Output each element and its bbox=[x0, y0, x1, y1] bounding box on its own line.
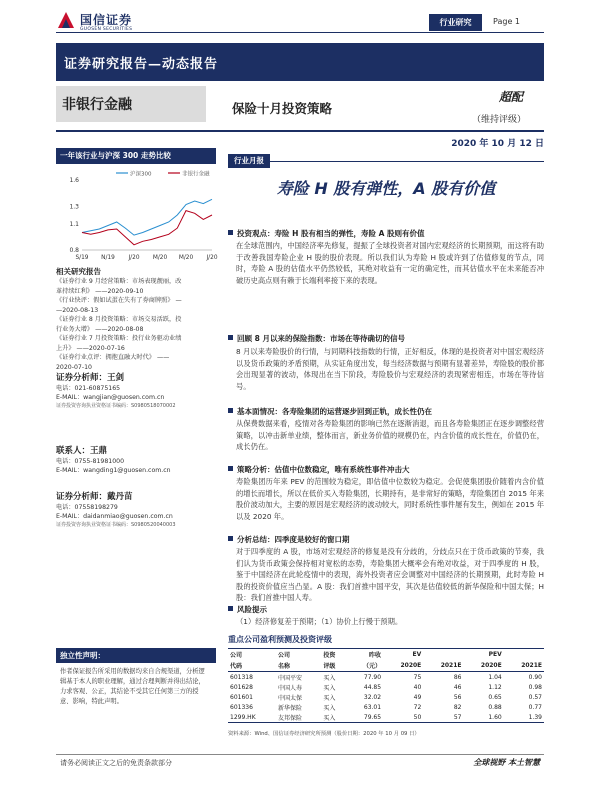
table-header bbox=[423, 649, 463, 661]
related-report-line: 《证券行业 9 月经营策略：市场表现靓丽，改 bbox=[56, 278, 182, 285]
page-number: Page 1 bbox=[493, 17, 520, 26]
report-date: 2020 年 10 月 12 日 bbox=[451, 139, 544, 149]
industry-tag-bar bbox=[228, 148, 544, 165]
logo-name: 国信证券 bbox=[80, 13, 133, 27]
analyst-phone: 电话：07558198279 bbox=[56, 504, 118, 511]
x-tick-label: N/19 bbox=[101, 255, 115, 261]
table-header: 名称 bbox=[276, 660, 321, 672]
table-cell: 601318 bbox=[230, 673, 253, 681]
table-cell: 46 bbox=[453, 683, 462, 691]
industry-tag: 行业月报 bbox=[228, 154, 270, 168]
analyst-phone: 电话：021-60875165 bbox=[56, 385, 121, 392]
x-tick-label: M/20 bbox=[152, 255, 168, 261]
table-cell: 1.12 bbox=[488, 683, 502, 691]
table-header: 昨收 bbox=[347, 649, 383, 661]
related-report-line: 《行业快评：假如试蛋在失有了券商牌照》 — bbox=[56, 297, 182, 304]
table-cell: 买入 bbox=[323, 704, 336, 712]
table-cell: 1.39 bbox=[504, 712, 544, 723]
table-header: 投资 bbox=[321, 649, 347, 661]
table-cell: 82 bbox=[453, 703, 462, 711]
table-header: 2021E bbox=[504, 660, 544, 672]
headline: 寿险 H 股有弹性，A 股有价值 bbox=[276, 179, 496, 198]
section-heading: 投资观点：寿险 H 股有相当的弹性，寿险 A 股则有价值 bbox=[228, 228, 544, 239]
related-report-line: 上升》 ——2020-07-16 bbox=[56, 344, 125, 352]
series-line bbox=[82, 199, 212, 235]
section-body: 对于四季度的 A 股，市场对宏观经济的修复是没有分歧的，分歧点只在于货币政策的节奏，我们认为货币政策会保持相对宽松的态势，寿险集团大概率会有绝对收益，对于四季度的 H 股，鉴于中国经济在此轮疫情中的表现，海外投资者应会调整对中国经济的长期预期，此时寿险 H 股的投资价值应当凸显。A 股：我们首推中国平安，其次是估值较低的新华保险和中国太保；H 股：我们首推中国人寿。 bbox=[236, 547, 544, 602]
valuation-table bbox=[228, 648, 544, 723]
table-cell: 79.65 bbox=[347, 712, 383, 723]
related-report-line: 革持续红利》 ——2020-09-10 bbox=[56, 287, 144, 295]
section-body: （1）经济修复差于预期；（1）协价上行慢于预期。 bbox=[236, 617, 403, 626]
disclaimer-title: 独立性声明： bbox=[56, 648, 216, 663]
contact-block bbox=[56, 445, 216, 475]
y-tick-label: 1.6 bbox=[69, 177, 79, 184]
related-report-line: 《证券行业点评：拥抱直融大时代》 —— bbox=[56, 354, 170, 361]
table-cell: 中国人寿 bbox=[278, 684, 303, 692]
company-logo bbox=[56, 8, 166, 40]
sidebar bbox=[56, 148, 216, 266]
section-body: 寿险集团历年来 PEV 的范围较为稳定，即估值中位数较为稳定。会促使集团股价随着内含价值的增长而增长，所以在低价买入寿险集团，长期持有，是非常好的策略，寿险集团自 2015 年来股价波动加大，主要的原因是宏观经济的波动较大，同时系统性事件屡有发生，例如在 2015 年以及 2020 年。 bbox=[236, 477, 544, 521]
table-cell: 75 bbox=[413, 673, 422, 681]
banner-rule bbox=[56, 130, 544, 132]
table-row bbox=[228, 692, 544, 702]
section-heading: 策略分析：估值中位数稳定，唯有系统性事件冲击大 bbox=[228, 464, 544, 475]
table-cell: 买入 bbox=[323, 694, 336, 702]
table-cell: 86 bbox=[453, 673, 462, 681]
table-cell: 1.04 bbox=[488, 673, 502, 681]
table-cell: 友邦保险 bbox=[276, 712, 321, 723]
table-cell: 买入 bbox=[321, 712, 347, 723]
header-tag: 行业研究 bbox=[429, 14, 482, 31]
table-cell: 601601 bbox=[230, 693, 253, 701]
table-source: 资料来源：Wind、国信证券经济研究所预测（股价日期：2020 年 10 月 09 日） bbox=[228, 731, 420, 737]
x-tick-label: J/20 bbox=[206, 255, 218, 261]
table-row bbox=[228, 702, 544, 712]
section-heading: 分析总结：四季度是较好的窗口期 bbox=[228, 534, 544, 545]
y-tick-label: 1.3 bbox=[69, 203, 79, 211]
table-cell: 0.90 bbox=[528, 673, 542, 681]
analyst-email[interactable]: E-MAIL：wangjian@guosen.com.cn bbox=[56, 394, 165, 401]
y-tick-label: 0.8 bbox=[69, 247, 79, 254]
x-tick-label: J/20 bbox=[128, 255, 140, 261]
table-cell: 新华保险 bbox=[278, 704, 303, 712]
contact-email[interactable]: E-MAIL：wangding1@guosen.com.cn bbox=[56, 467, 171, 474]
legend-label: 非银行金融 bbox=[182, 171, 210, 178]
table-cell: 0.65 bbox=[488, 693, 502, 701]
table-header: 评级 bbox=[321, 660, 347, 672]
report-type-band bbox=[56, 43, 544, 81]
table-cell: 44.85 bbox=[363, 683, 382, 691]
table-header: EV bbox=[383, 649, 423, 661]
section-body: 从保费数据来看，疫情对各寿险集团的影响已然在逐渐消退，而且各寿险集团正在逐步调整经营策略，以冲击新单业绩，整体而言，新业务价值的规模仍在，内含价值的成长性在，价值仍在，成长仍在。 bbox=[236, 419, 544, 451]
table-header bbox=[504, 649, 544, 661]
x-tick-label: M/20 bbox=[178, 255, 194, 261]
trend-chart bbox=[56, 166, 216, 266]
table-header: 公司 bbox=[228, 649, 276, 661]
rating: 超配 bbox=[499, 90, 524, 104]
table-header: 公司 bbox=[276, 649, 321, 661]
table-cell: 56 bbox=[453, 693, 462, 701]
table-cell: 40 bbox=[413, 683, 422, 691]
table-cell: 中国太保 bbox=[278, 694, 303, 702]
table-cell: 0.77 bbox=[528, 703, 542, 711]
related-report-line: 2020-07-10 bbox=[56, 363, 92, 371]
table-cell: 32.02 bbox=[363, 693, 382, 701]
table-cell: 买入 bbox=[323, 684, 336, 692]
table-row bbox=[228, 712, 544, 723]
analyst-name: 证券分析师：戴丹苗 bbox=[56, 492, 133, 502]
table-cell: 1299.HK bbox=[228, 712, 276, 723]
related-reports-title: 相关研究报告 bbox=[56, 267, 101, 276]
table-header: 代码 bbox=[228, 660, 276, 672]
footer-disclaimer: 请务必阅读正文之后的免责条款部分 bbox=[60, 759, 172, 767]
footer-slogan: 全球视野 本土智慧 bbox=[473, 758, 540, 767]
analyst-license: 证券投资咨询执业资格证书编码：S0980520040003 bbox=[56, 522, 176, 528]
section-heading: 回顾 8 月以来的保险指数：市场在等待确切的信号 bbox=[228, 333, 544, 344]
table-cell: 77.90 bbox=[363, 673, 382, 681]
table-cell: 0.98 bbox=[528, 683, 542, 691]
related-report-line: 行业务大增》 ——2020-08-08 bbox=[56, 325, 144, 333]
section-body: 8 月以来寿险股价的行情，与同期科技指数的行情，正好相反，体现的是投资者对中国宏观经济以及货币政策的矛盾预期，从实证角度出发，每当经济数据与预期有显著差异，寿险股的股价都会出现显著的波动，体现出在当下阶段，寿险股价与宏观经济的表现紧密相连，市场在等待信号。 bbox=[236, 347, 544, 391]
analyst-name: 证券分析师：王剑 bbox=[56, 373, 125, 383]
logo-name-en: GUOSEN SECURITIES bbox=[80, 27, 133, 32]
table-header: PEV bbox=[464, 649, 504, 661]
table-cell: 63.01 bbox=[363, 703, 382, 711]
report-title: 保险十月投资策略 bbox=[232, 101, 333, 116]
table-cell: 买入 bbox=[323, 674, 336, 682]
legend-label: 沪深300 bbox=[130, 171, 152, 178]
related-report-line: —2020-08-13 bbox=[56, 306, 99, 314]
header-rule bbox=[56, 32, 544, 33]
table-cell: 中国平安 bbox=[278, 674, 303, 682]
analyst-block bbox=[56, 372, 216, 411]
sector-name: 非银行金融 bbox=[62, 97, 132, 113]
analyst-email[interactable]: E-MAIL：daidanmiao@guosen.com.cn bbox=[56, 513, 173, 520]
table-cell: 49 bbox=[413, 693, 422, 701]
section-heading: 基本面情况：各寿险集团的运营逐步回到正轨，成长性仍在 bbox=[228, 406, 544, 417]
rating-sub: （维持评级） bbox=[472, 115, 527, 125]
table-header: 2020E bbox=[383, 660, 423, 672]
table-cell: 601336 bbox=[230, 703, 253, 711]
related-report-line: 《证券行业 7 月投资策略：投行业务驱动业绩 bbox=[56, 335, 182, 342]
trend-chart-svg bbox=[56, 166, 216, 266]
table-cell: 1.60 bbox=[464, 712, 504, 723]
section-heading: 风险提示 bbox=[228, 604, 544, 615]
table-title: 重点公司盈利预测及投资评级 bbox=[228, 635, 332, 644]
section-body: 在全球范围内，中国经济率先修复，提振了全球投资者对国内宏观经济的长期预期，而这将有助于改善我国寿险企业 H 股的股价表现。所以我们认为寿险 H 股或许到了估值修复的节点，同时，寿险 A 股的估值水平仍然较低，其绝对收益有一定的确定性，而其估值水平在未来能否冲破历史高点则有赖于长端利率接下来的表现。 bbox=[236, 241, 544, 285]
table-row bbox=[228, 682, 544, 692]
x-tick-label: S/19 bbox=[75, 255, 89, 261]
contact-name: 联系人：王鼎 bbox=[56, 446, 108, 456]
analyst-license: 证券投资咨询执业资格证书编码：S0980518070002 bbox=[56, 403, 176, 409]
table-cell: 57 bbox=[423, 712, 463, 723]
related-report-line: 《证券行业 8 月投资策略：市场交易活跃，投 bbox=[56, 316, 182, 323]
table-cell: 0.88 bbox=[488, 703, 502, 711]
table-cell: 0.57 bbox=[528, 693, 542, 701]
table-cell: 72 bbox=[413, 703, 422, 711]
table-cell: 50 bbox=[383, 712, 423, 723]
related-reports-list bbox=[56, 277, 216, 372]
table-row bbox=[228, 672, 544, 683]
logo-mark-icon bbox=[56, 10, 76, 30]
table-cell: 601628 bbox=[230, 683, 253, 691]
contact-phone: 电话：0755-81981000 bbox=[56, 458, 125, 465]
report-type: 证券研究报告—动态报告 bbox=[64, 57, 219, 72]
table-header: 2021E bbox=[423, 660, 463, 672]
table-header: （元） bbox=[347, 660, 383, 672]
sector-box bbox=[56, 86, 206, 122]
table-header: 2020E bbox=[464, 660, 504, 672]
footer-rule bbox=[56, 754, 544, 755]
disclaimer-text: 作者保证报告所采用的数据均来自合规渠道，分析逻辑基于本人的职业理解，通过合理判断并得出结论，力求客观、公正，其结论不受其它任何第三方的授意、影响，特此声明。 bbox=[60, 668, 205, 705]
y-tick-label: 1.1 bbox=[69, 220, 79, 228]
chart-title: 一年该行业与沪深 300 走势比较 bbox=[56, 148, 216, 164]
analyst-block bbox=[56, 491, 216, 530]
